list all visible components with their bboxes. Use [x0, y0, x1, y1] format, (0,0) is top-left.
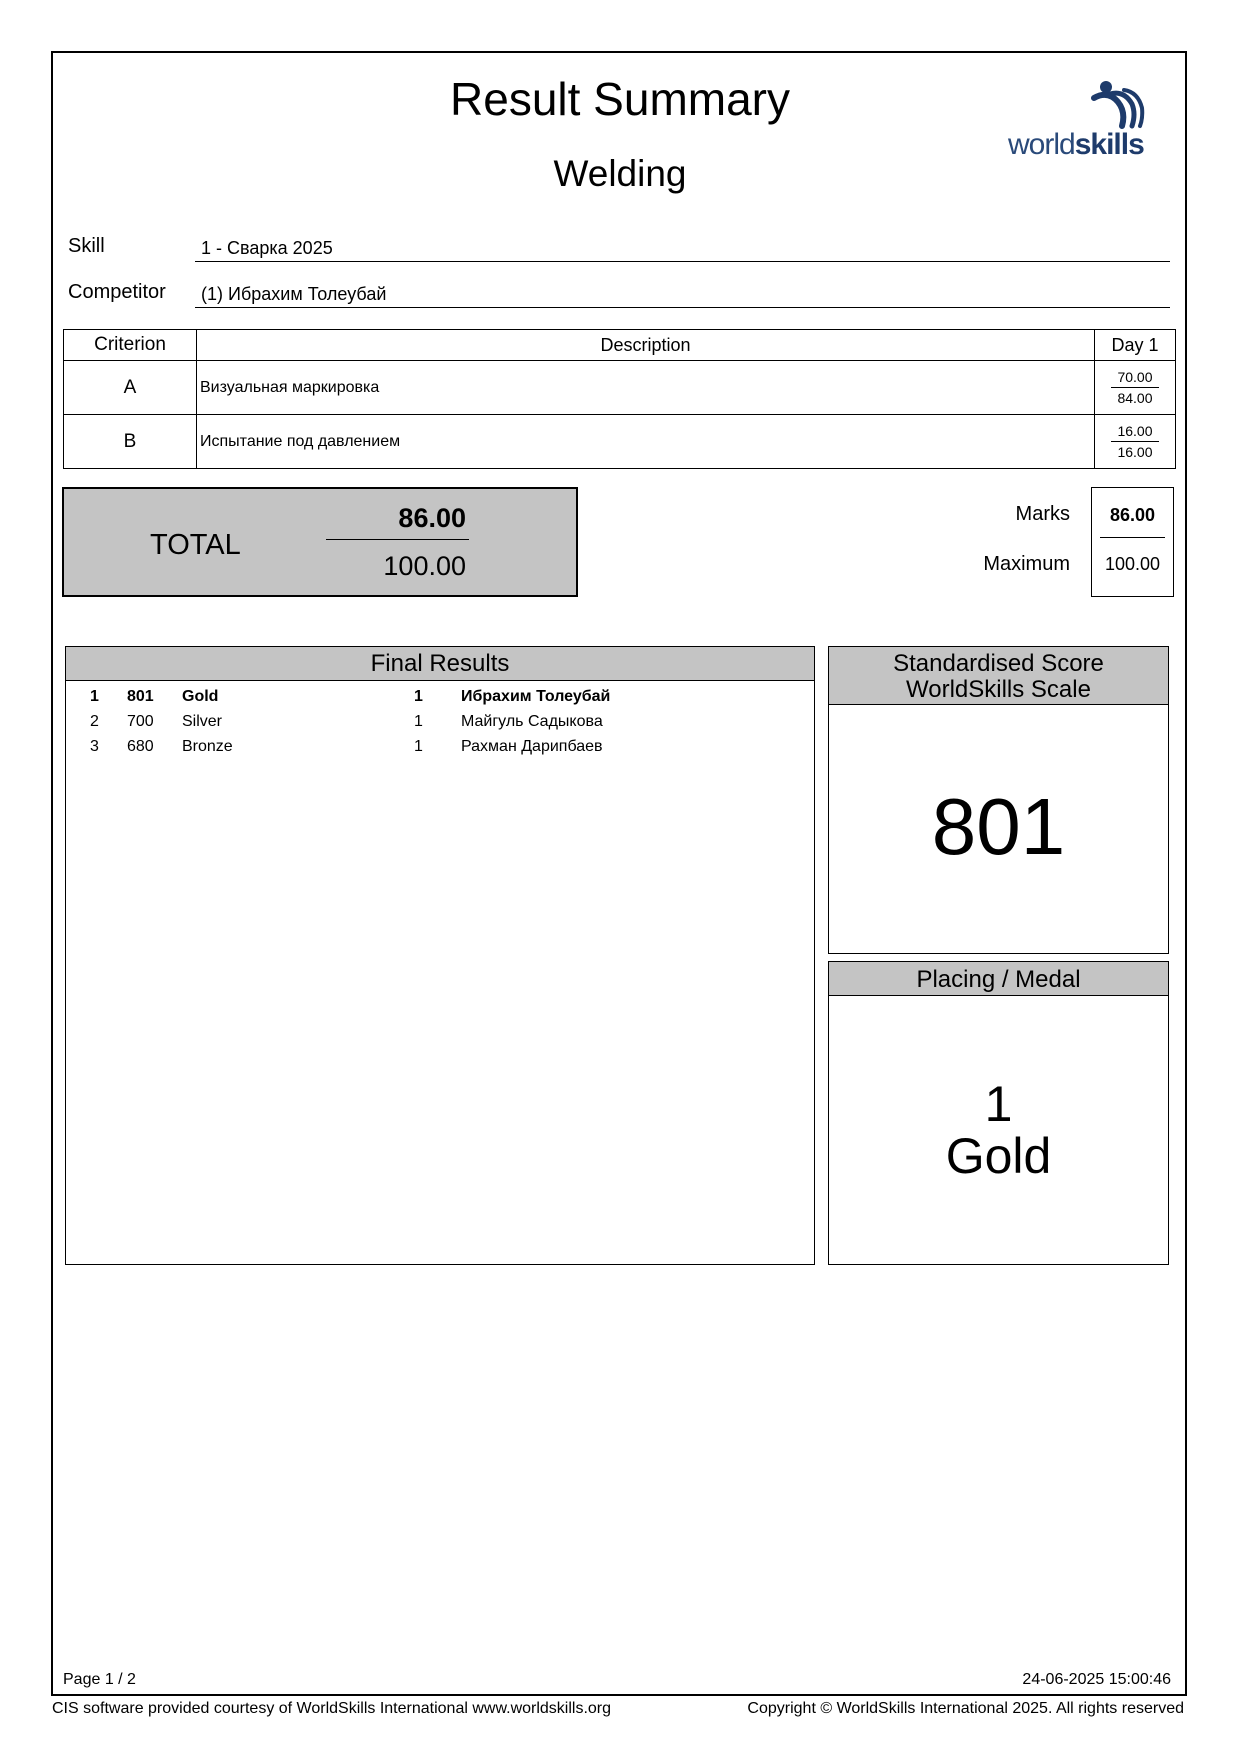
- logo-wordmark: worldskills: [1008, 128, 1144, 161]
- day-score-cell: [1095, 361, 1176, 415]
- competitor-name: Ибрахим Толеубай: [461, 688, 611, 705]
- page-subtitle: Welding: [553, 153, 687, 194]
- placing-medal-value: [829, 1078, 1168, 1182]
- medal: Gold: [182, 688, 219, 705]
- competitor-name: Рахман Дарипбаев: [461, 738, 603, 755]
- page-number: Page 1 / 2: [63, 1671, 136, 1688]
- courtesy-note: CIS software provided courtesy of WorldSkills International www.worldskills.org: [52, 1700, 612, 1717]
- total-max: 100.00: [383, 551, 466, 581]
- count: 1: [414, 738, 423, 755]
- rank: 1: [90, 688, 99, 705]
- criterion-max: 16.00: [1117, 444, 1153, 460]
- table-row: [66, 734, 814, 759]
- marks-divider: [1100, 537, 1165, 538]
- criterion-marks: 16.00: [1111, 419, 1159, 442]
- final-results-title: Final Results: [66, 647, 814, 681]
- marks-summary-box: [1091, 487, 1174, 597]
- score: 801: [127, 688, 154, 705]
- maximum-value: 100.00: [1104, 554, 1161, 574]
- total-marks: 86.00: [398, 503, 466, 533]
- print-datetime: 24-06-2025 15:00:46: [1022, 1671, 1171, 1688]
- page-title: Result Summary: [450, 73, 790, 125]
- standardised-score-panel: [828, 646, 1169, 954]
- description-cell: Испытание под давлением: [197, 415, 1095, 469]
- copyright-note: Copyright © WorldSkills International 2025. All rights reserved: [747, 1700, 1184, 1717]
- count: 1: [414, 713, 423, 730]
- total-label: TOTAL: [150, 529, 241, 561]
- table-row: [64, 361, 1176, 415]
- skill-label: Skill: [68, 235, 105, 257]
- criteria-table: [63, 329, 1176, 469]
- count: 1: [414, 688, 423, 705]
- worldskills-emblem-icon: [1088, 80, 1148, 130]
- standardised-score-title: [829, 647, 1168, 705]
- competitor-name: Майгуль Садыкова: [461, 713, 603, 730]
- description-header: Description: [197, 330, 1095, 361]
- score: 680: [127, 738, 154, 755]
- criterion-cell: A: [64, 361, 197, 415]
- day-score-cell: [1095, 415, 1176, 469]
- medal: Bronze: [182, 738, 233, 755]
- marks-value: 86.00: [1109, 505, 1156, 525]
- criterion-max: 84.00: [1117, 390, 1153, 406]
- competitor-value: (1) Ибрахим Толеубай: [195, 282, 1170, 308]
- criterion-marks: 70.00: [1111, 365, 1159, 388]
- placing-medal-title: Placing / Medal: [829, 962, 1168, 996]
- rank: 2: [90, 713, 99, 730]
- description-cell: Визуальная маркировка: [197, 361, 1095, 415]
- score: 700: [127, 713, 154, 730]
- rank: 3: [90, 738, 99, 755]
- table-row: [66, 709, 814, 734]
- placing-value: 1: [984, 1076, 1013, 1132]
- criterion-header: Criterion: [64, 330, 197, 361]
- medal-value: Gold: [945, 1128, 1052, 1184]
- standardised-title-line2: WorldSkills Scale: [906, 676, 1091, 703]
- total-divider: [326, 539, 469, 540]
- placing-medal-panel: [828, 961, 1169, 1265]
- table-row: [66, 684, 814, 709]
- worldskills-logo: [1008, 80, 1148, 162]
- day-header: Day 1: [1095, 330, 1176, 361]
- competitor-label: Competitor: [68, 281, 166, 303]
- maximum-label: Maximum: [983, 553, 1070, 575]
- criteria-header-row: [64, 330, 1176, 361]
- standardised-score-value: 801: [931, 782, 1066, 871]
- final-results-panel: [65, 646, 815, 1265]
- criterion-cell: B: [64, 415, 197, 469]
- skill-value: 1 - Сварка 2025: [195, 236, 1170, 262]
- table-row: [64, 415, 1176, 469]
- total-box: [62, 487, 578, 597]
- marks-label: Marks: [1015, 503, 1070, 525]
- medal: Silver: [182, 713, 223, 730]
- standardised-title-line1: Standardised Score: [893, 650, 1104, 677]
